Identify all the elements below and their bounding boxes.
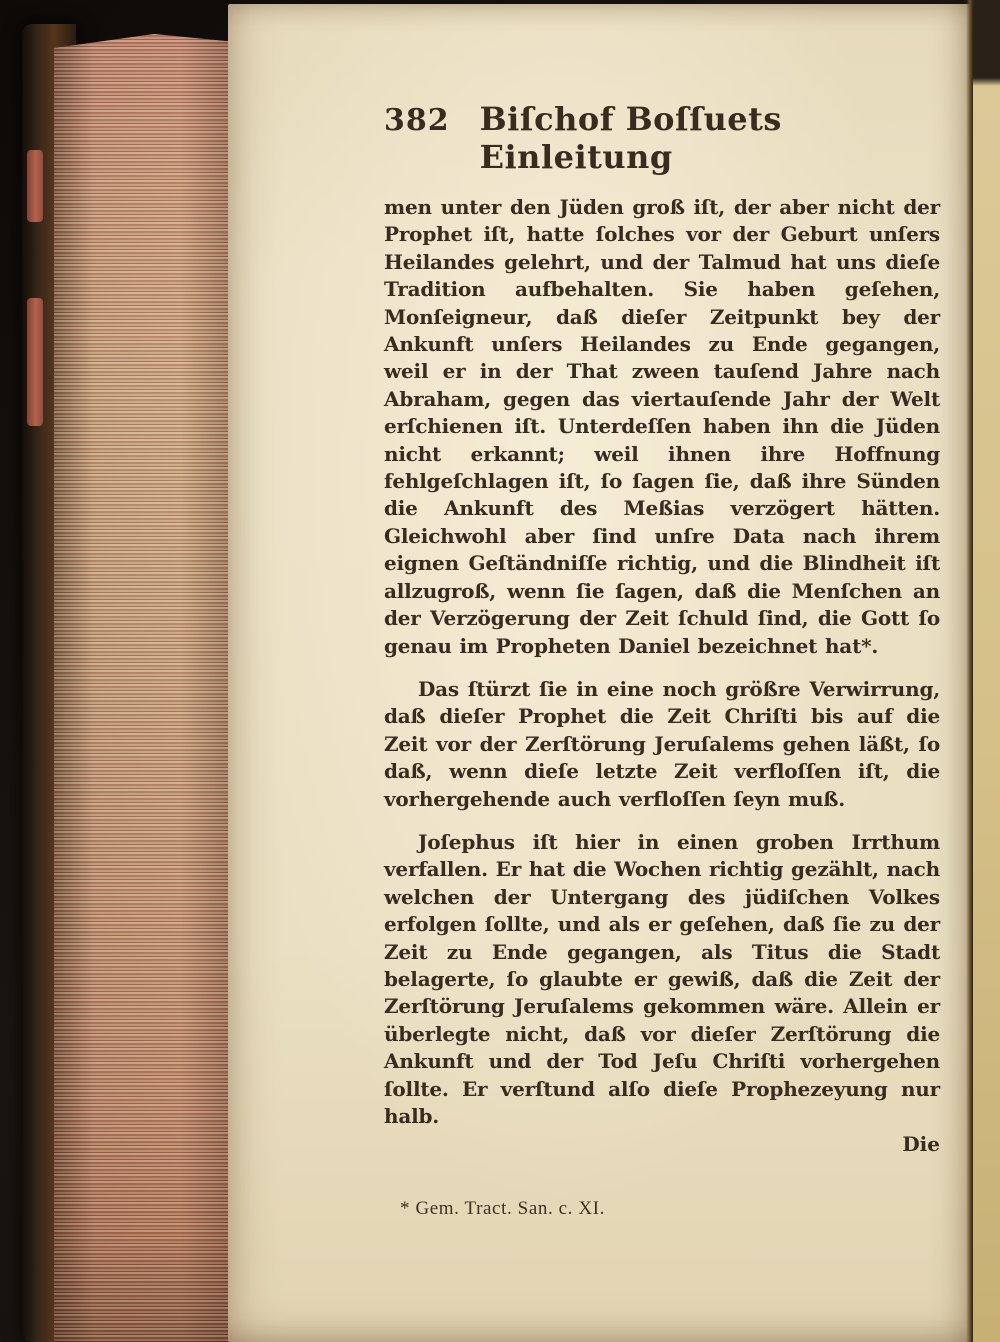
header-title: Biſchof Boſſuets Einleitung	[479, 100, 782, 176]
adjacent-page-edge	[973, 0, 1000, 1342]
page-content-area	[228, 4, 970, 1342]
running-header	[384, 4, 940, 176]
body-text	[384, 194, 940, 1130]
red-edge-detail	[27, 298, 43, 426]
catchword: Die	[902, 1132, 940, 1157]
body-paragraph: Das ſtürzt ſie in eine noch größre Verwirrung, daß dieſer Prophet die Zeit Chriſti bis auf die Zeit vor der Zerſtörung Jeruſalems gehen läßt, ſo daß, wenn dieſe letzte Zeit verfloſſen iſt, die vorhergehende auch verfloſſen ſeyn muß.	[384, 676, 940, 811]
body-paragraph: Joſephus iſt hier in einen groben Irrthum verfallen. Er hat die Wochen richtig gezählt, nach welchen der Untergang des jüdiſchen Volkes erfolgen ſollte, und als er geſehen, daß ſie zu der Zeit zu Ende gegangen, als Titus die Stadt belagerte, ſo glaubte er gewiß, daß die Zeit der Zerſtörung Jeruſalems gekommen wäre. Allein er überlegte nicht, daß vor dieſer Zerſtörung die Ankunft und der Tod Jeſu Chriſti vorhergehen ſollte. Er verſtund alſo dieſe Prophezeyung nur halb.	[384, 829, 940, 1128]
footnote: * Gem. Tract. San. c. XI.	[400, 1198, 605, 1220]
book-page	[228, 4, 970, 1342]
red-edge-detail	[27, 150, 43, 222]
page-fore-edge	[54, 32, 236, 1342]
body-paragraph: men unter den Jüden groß iſt, der aber nicht der Prophet iſt, hatte ſolches vor der Geburt unſers Heilandes gelehrt, und der Talmud hat uns dieſe Tradition aufbehalten. Sie haben geſehen, Monſeigneur, daß dieſer Zeitpunkt bey der Ankunft unſers Heilandes zu Ende gegangen, weil er in der That zween tauſend Jahre nach Abraham, gegen das viertauſende Jahr der Welt erſchienen iſt. Unterdeſſen haben ihn die Jüden nicht erkannt; weil ihnen ihre Hoffnung fehlgeſchlagen iſt, ſo ſagen ſie, daß ihre Sünden die Ankunft des Meßias verzögert hätten. Gleichwohl aber ſind unſre Data nach ihrem eignen Geſtändniſſe richtig, und die Blindheit iſt allzugroß, wenn ſie ſagen, daß die Menſchen an der Verzögerung der Zeit ſchuld ſind, die Gott ſo genau im Propheten Daniel bezeichnet hat*.	[384, 195, 940, 658]
page-number: 382	[384, 103, 450, 138]
